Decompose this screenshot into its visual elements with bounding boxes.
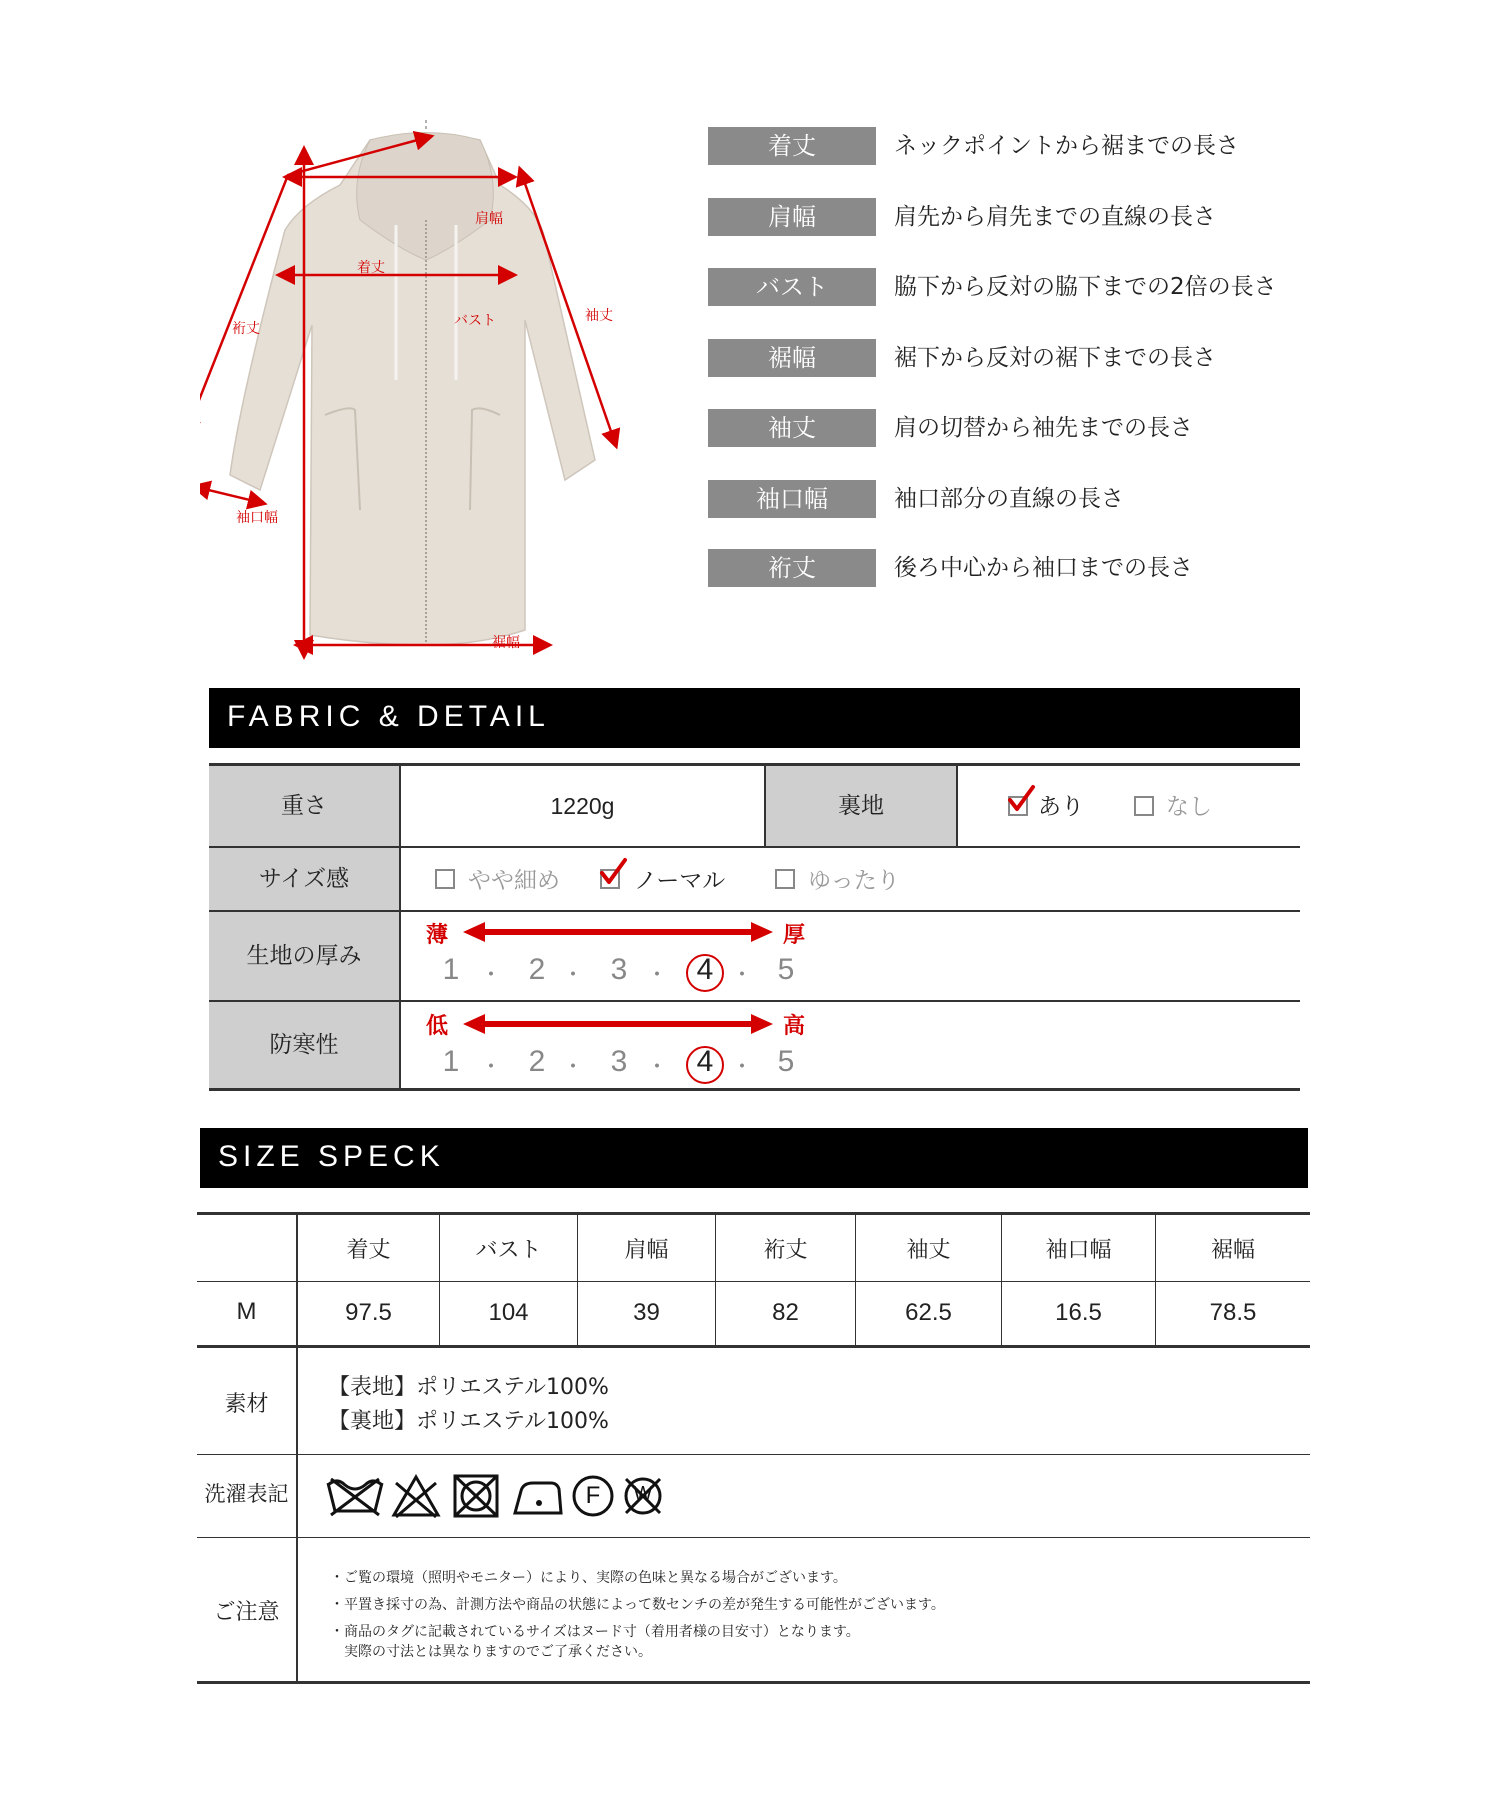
legend-item xyxy=(708,339,1500,377)
size-section-title: SIZE SPECK xyxy=(218,1140,445,1173)
header-kitake: 着丈 xyxy=(346,1238,391,1263)
cuff-arrow xyxy=(200,488,258,502)
care-icons xyxy=(325,1473,665,1521)
legend-item xyxy=(708,549,1500,587)
scale-4: 4 xyxy=(696,953,714,986)
fit-header: サイズ感 xyxy=(209,848,399,910)
legend-desc: 裾下から反対の裾下までの長さ xyxy=(894,345,1216,371)
legend-desc: ネックポイントから裾までの長さ xyxy=(894,133,1239,159)
size-section-header xyxy=(200,1128,1308,1188)
lining-nashi-label: なし xyxy=(1166,794,1212,820)
legend-desc: 肩の切替から袖先までの長さ xyxy=(894,415,1193,441)
thickness-header: 生地の厚み xyxy=(209,912,399,1000)
legend-item xyxy=(708,198,1500,236)
label-sodetake: 袖丈 xyxy=(585,308,613,324)
label-susohaba: 裾幅 xyxy=(492,635,520,651)
legend-term: 袖口幅 xyxy=(708,480,876,518)
size-label: M xyxy=(236,1298,257,1325)
fit-slim-checkbox[interactable] xyxy=(435,869,455,889)
scale-5: 5 xyxy=(777,1045,795,1078)
fit-slim-label: やや細め xyxy=(468,868,560,894)
label-yukitake: 裄丈 xyxy=(232,321,260,337)
legend-term: 裾幅 xyxy=(708,339,876,377)
note-line: ・平置き採寸の為、計測方法や商品の状態によって数センチの差が発生する可能性がございます。 xyxy=(330,1597,945,1613)
value-sodetake: 62.5 xyxy=(905,1299,952,1326)
note-line: 実際の寸法とは異なりますのでご了承ください。 xyxy=(330,1644,652,1660)
value-kitake: 97.5 xyxy=(345,1299,392,1326)
no-wet-clean-letter: W xyxy=(633,1483,653,1505)
value-sodeguchi: 16.5 xyxy=(1055,1299,1102,1326)
fabric-section-title: FABRIC & DETAIL xyxy=(227,700,550,733)
fit-loose-checkbox[interactable] xyxy=(775,869,795,889)
lining-nashi-checkbox[interactable] xyxy=(1134,796,1154,816)
warmth-range-arrow xyxy=(463,1012,773,1036)
label-bust: バスト xyxy=(454,313,496,329)
weight-value: 1220g xyxy=(550,793,615,819)
legend-item xyxy=(708,127,1500,165)
header-sodeguchi: 袖口幅 xyxy=(1045,1238,1112,1263)
label-katahaba: 肩幅 xyxy=(475,211,503,227)
warmth-low-label: 低 xyxy=(426,1014,449,1039)
thickness-range-arrow xyxy=(463,920,773,944)
scale-3: 3 xyxy=(610,953,628,986)
value-katahaba: 39 xyxy=(633,1299,660,1326)
no-tumble-dry-icon xyxy=(451,1473,501,1519)
scale-2: 2 xyxy=(528,1045,546,1078)
warmth-header: 防寒性 xyxy=(209,1002,399,1088)
legend-item xyxy=(708,268,1500,306)
notes-label: ご注意 xyxy=(213,1600,280,1625)
scale-1: 1 xyxy=(442,953,460,986)
coat-illustration xyxy=(200,110,620,670)
lining-ari-label: あり xyxy=(1038,794,1084,820)
header-bust: バスト xyxy=(475,1238,542,1263)
header-sodetake: 袖丈 xyxy=(906,1238,951,1263)
scale-3: 3 xyxy=(610,1045,628,1078)
legend-term: 着丈 xyxy=(708,127,876,165)
label-sodeguchi: 袖口幅 xyxy=(236,510,278,526)
legend-desc: 袖口部分の直線の長さ xyxy=(894,486,1124,512)
legend-term: 裄丈 xyxy=(708,549,876,587)
no-wash-icon xyxy=(325,1473,385,1519)
thickness-low-label: 薄 xyxy=(426,923,449,948)
header-susohaba: 裾幅 xyxy=(1210,1238,1255,1263)
lining-header: 裏地 xyxy=(766,766,956,846)
value-yukitake: 82 xyxy=(772,1299,799,1326)
note-line: ・商品のタグに記載されているサイズはヌード寸（着用者様の目安寸）となります。 xyxy=(330,1624,860,1640)
iron-low-icon xyxy=(511,1473,565,1519)
checkmark-icon xyxy=(598,857,628,887)
fabric-section-header xyxy=(209,688,1300,748)
warmth-high-label: 高 xyxy=(783,1014,806,1039)
dry-clean-f-letter: F xyxy=(585,1482,601,1509)
material-line-2: 【裏地】ポリエステル100% xyxy=(328,1409,609,1434)
fit-normal-label: ノーマル xyxy=(634,868,726,894)
no-bleach-icon xyxy=(390,1473,442,1519)
weight-header: 重さ xyxy=(209,766,399,846)
label-kitake: 着丈 xyxy=(357,260,385,276)
scale-4: 4 xyxy=(696,1045,714,1078)
value-susohaba: 78.5 xyxy=(1209,1299,1257,1326)
legend-term: 袖丈 xyxy=(708,409,876,447)
scale-1: 1 xyxy=(442,1045,460,1078)
legend-item xyxy=(708,480,1500,518)
note-line: ・ご覧の環境（照明やモニター）により、実際の色味と異なる場合がございます。 xyxy=(330,1570,847,1586)
material-label: 素材 xyxy=(224,1392,269,1417)
legend-desc: 肩先から肩先までの直線の長さ xyxy=(894,204,1216,230)
value-bust: 104 xyxy=(488,1299,529,1326)
care-label: 洗濯表記 xyxy=(204,1482,289,1506)
header-yukitake: 裄丈 xyxy=(763,1238,808,1263)
material-line-1: 【表地】ポリエステル100% xyxy=(328,1375,609,1400)
checkmark-icon xyxy=(1006,784,1036,814)
header-katahaba: 肩幅 xyxy=(624,1238,669,1263)
scale-2: 2 xyxy=(528,953,546,986)
fit-loose-label: ゆったり xyxy=(808,868,900,894)
scale-5: 5 xyxy=(777,953,795,986)
legend-desc: 脇下から反対の脇下までの2倍の長さ xyxy=(894,274,1277,300)
legend-desc: 後ろ中心から袖口までの長さ xyxy=(894,555,1193,581)
legend-term: バスト xyxy=(708,268,876,306)
thickness-high-label: 厚 xyxy=(783,923,806,948)
legend-item xyxy=(708,409,1500,447)
garment-diagram xyxy=(200,110,620,670)
legend-term: 肩幅 xyxy=(708,198,876,236)
